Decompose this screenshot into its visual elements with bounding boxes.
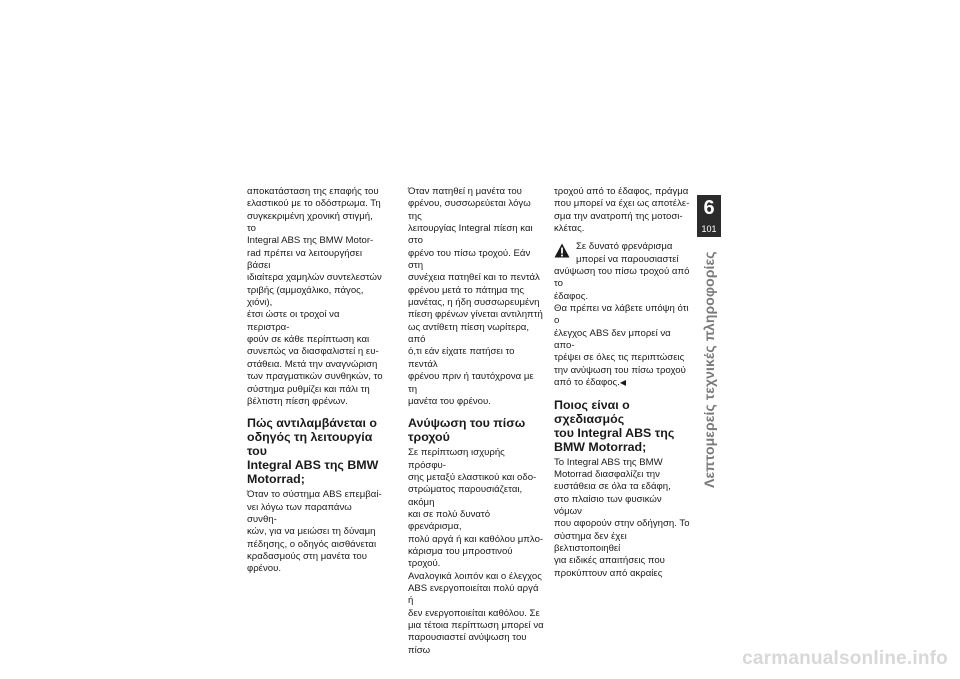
paragraph: Σε περίπτωση ισχυρής πρόσφυ- σης μεταξύ ελαστικού και οδο- στρώματος παρουσιάζεται, ακόμη και σε πολύ δυνατό φρενάρισμα, πολύ αργά ή και καθόλου μπλο- κάρισμα του μπροστινού τροχού. Αναλογικά λοιπόν και ο έλεγχος ABS ενεργοποιείται πολύ αργά ή δεν ενεργοποιείται καθόλου. Σε μια τέτοια περίπτωση μπορεί να παρουσιαστεί ανύψωση του πίσω (408, 447, 544, 656)
paragraph: Το Integral ABS της BMW Motorrad διασφαλίζει την ευστάθεια σε όλα τα εδάφη, στο πλαίσιο των φυσικών νόμων που αφορούν στην οδήγηση. Το σύστημα δεν έχει βελτιστοποιηθεί για ειδικές απαιτήσεις που προκύπτουν από ακραίες (554, 456, 690, 579)
side-chapter-title: Λεπτομερείς τεχνικές πληροφορίες (701, 251, 717, 488)
warning-text (554, 266, 690, 389)
section-heading: Ανύψωση του πίσω τροχού (408, 416, 526, 445)
paragraph: Όταν πατηθεί η μανέτα του φρένου, συσσωρεύεται λόγω της λειτουργίας Integral πίεση και στο φρένο του πίσω τροχού. Εάν στη συνέχεια πατηθεί και το πεντάλ φρένου μετά το πάτημα της μανέτας, η ήδη συσσωρευμένη πίεση φρένων γίνεται αντιληπτή ως αντίθετη πίεση νωρίτερα, από ό,τι εάν είχατε πατήσει το πεντάλ φρένου πριν ή ταυτόχρονα με τη μανέτα του φρένου. (408, 186, 543, 407)
paragraph: Όταν το σύστημα ABS επεμβαί- νει λόγω των παραπάνω συνθη- κών, για να μειώσει τη δύναμη πέδησης, ο οδηγός αισθάνεται κραδασμούς στη μανέτα του φρένου. (247, 489, 382, 575)
watermark: carmanualsonline.info (742, 648, 948, 669)
warning-text-body: ανύψωση του πίσω τροχού από το έδαφος. Θα πρέπει να λάβετε υπόψη ότι ο έλεγχος ABS δεν μπορεί να απο- τρέψει σε όλες τις περιπτώσεις την ανύψωση του πίσω τροχού από το έδαφος. (554, 266, 690, 389)
section-heading: Ποιος είναι ο σχεδιασμός του Integral ABS της BMW Motorrad; (554, 397, 675, 454)
warning-note (554, 241, 690, 389)
text-column-2 (408, 186, 544, 657)
paragraph: αποκατάσταση της επαφής του ελαστικού με το οδόστρωμα. Τη συγκεκριμένη χρονική στιγμή, το Integral ABS της BMW Motor- rad πρέπει να λειτουργήσει βάσει ιδιαίτερα χαμηλών συντελεστών τριβής (αμμοχάλικο, πάγος, χιόνι), έτσι ώστε οι τροχοί να περιστρα- φούν σε κάθε περίπτωση και συνεπώς να διασφαλιστεί η ευ- στάθεια. Μετά την αναγνώριση των πραγματικών συνθηκών, το σύστημα ρυθμίζει και πάλι τη βέλτιστη πίεση φρένων. (247, 186, 383, 407)
warning-text-lead: Σε δυνατό φρενάρισμα μπορεί να παρουσιαστεί (576, 241, 679, 265)
warning-triangle-icon (554, 243, 570, 258)
page-number: 101 (701, 224, 717, 234)
text-column-3 (554, 186, 690, 580)
end-of-section-marker: ◀ (619, 378, 626, 388)
paragraph: τροχού από το έδαφος, πράγμα που μπορεί να έχει ως αποτέλε- σμα την ανατροπή της μοτοσι- κλέτας. (554, 186, 690, 235)
chapter-number: 6 (703, 197, 715, 219)
text-column-1 (247, 186, 383, 576)
section-heading: Πώς αντιλαμβάνεται ο οδηγός τη λειτουργία του Integral ABS της BMW Motorrad; (247, 416, 379, 487)
